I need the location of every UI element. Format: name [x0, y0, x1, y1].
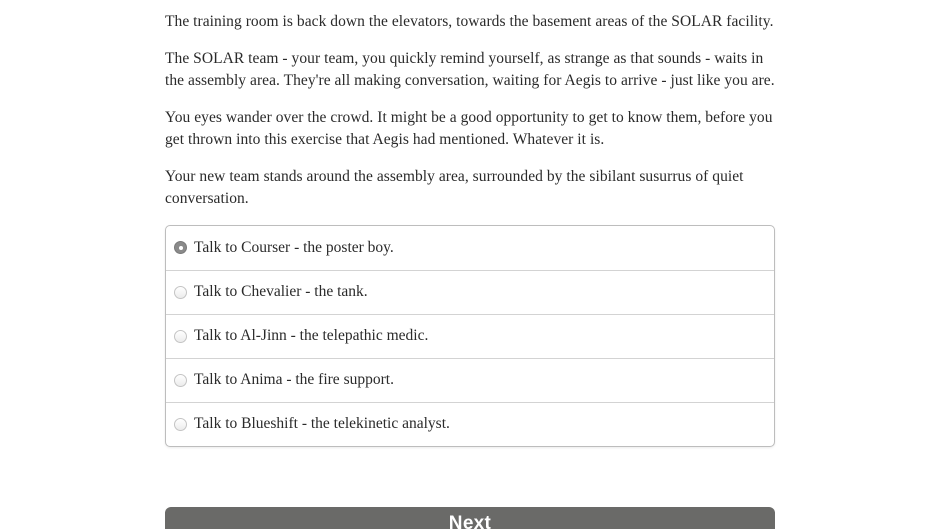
story-paragraph-1: The training room is back down the elevators, towards the basement areas of the SOLAR facility. [165, 13, 774, 30]
story-paragraph-4: Your new team stands around the assembly area, surrounded by the sibilant susurrus of quiet conversation. [165, 167, 744, 207]
radio-unselected-icon[interactable] [174, 286, 187, 299]
choice-label: Talk to Anima - the fire support. [194, 371, 394, 388]
story-paragraph-2: The SOLAR team - your team, you quickly remind yourself, as strange as that sounds - waits in the assembly area. They're all making conversation, waiting for Aegis to arrive - just like you are. [165, 49, 775, 89]
choice-label: Talk to Chevalier - the tank. [194, 283, 368, 300]
radio-unselected-icon[interactable] [174, 418, 187, 431]
choice-blueshift[interactable] [166, 402, 774, 446]
choice-label: Talk to Al-Jinn - the telepathic medic. [194, 327, 429, 344]
choice-chevalier[interactable] [166, 270, 774, 314]
radio-selected-icon[interactable] [174, 241, 187, 254]
choice-anima[interactable] [166, 358, 774, 402]
radio-unselected-icon[interactable] [174, 330, 187, 343]
radio-unselected-icon[interactable] [174, 374, 187, 387]
choice-list [165, 225, 775, 447]
choice-label: Talk to Courser - the poster boy. [194, 238, 394, 256]
story-page [165, 11, 775, 447]
passage-text [165, 11, 775, 211]
story-paragraph-3: You eyes wander over the crowd. It might be a good opportunity to get to know them, before you get thrown into this exercise that Aegis had mentioned. Whatever it is. [165, 108, 773, 148]
choice-label: Talk to Blueshift - the telekinetic analyst. [194, 415, 450, 432]
next-button[interactable]: Next [165, 507, 775, 529]
choice-courser[interactable] [166, 226, 774, 270]
choice-al-jinn[interactable] [166, 314, 774, 358]
